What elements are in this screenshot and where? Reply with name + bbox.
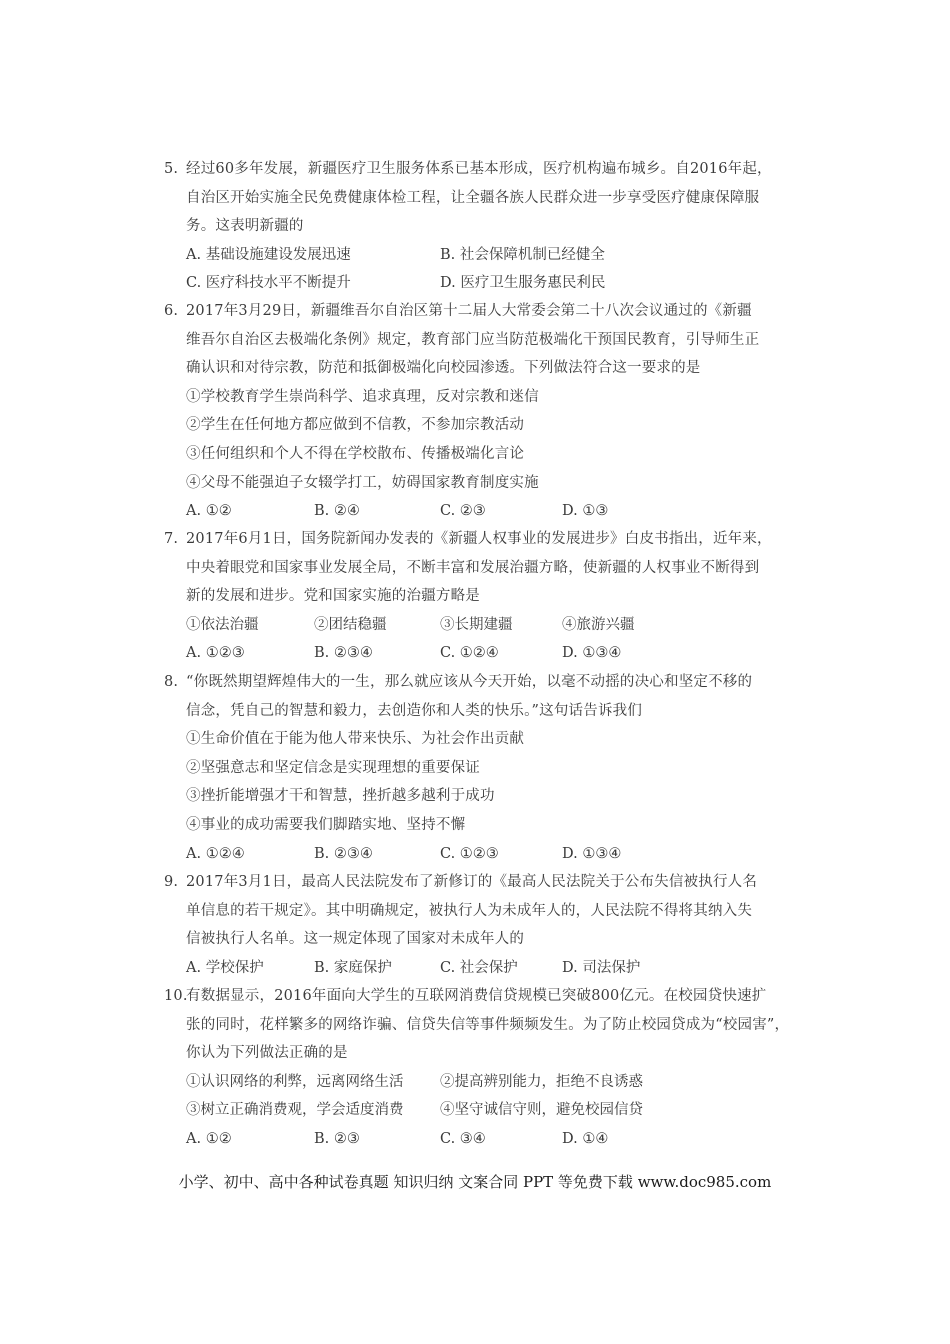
- question-stem-line: 新的发展和进步。党和国家实施的治疆方略是: [186, 588, 480, 605]
- option-row: [164, 241, 774, 270]
- question-stem-line: 10.有数据显示，2016年面向大学生的互联网消费信贷规模已突破800亿元。在校园贷快速扩: [164, 982, 774, 1011]
- option-a: A. ①②: [186, 1130, 232, 1147]
- statement-item: ④事业的成功需要我们脚踏实地、坚持不懈: [186, 816, 466, 833]
- question-number: 10.: [164, 988, 188, 1004]
- statement-row: [164, 611, 774, 640]
- question-stem-line: 务。这表明新疆的: [186, 218, 304, 235]
- statement-row: [164, 1068, 774, 1097]
- question-stem-line: 单信息的若干规定》。其中明确规定，被执行人为未成年人的，人民法院不得将其纳入失: [186, 902, 753, 919]
- statement-item: ③树立正确消费观，学会适度消费: [186, 1102, 404, 1119]
- question-number: 5.: [164, 161, 179, 177]
- option-row: [164, 639, 774, 668]
- question-stem-line: 7. 2017年6月1日，国务院新闻办发表的《新疆人权事业的发展进步》白皮书指出，近年来，: [164, 525, 774, 554]
- question-stem-line: 信被执行人名单。这一规定体现了国家对未成年人的: [186, 931, 525, 948]
- option-d: D. 医疗卫生服务惠民利民: [440, 275, 606, 292]
- question-stem-line: 9. 2017年3月1日，最高人民法院发布了新修订的《最高人民法院关于公布失信被执行人名: [164, 868, 774, 897]
- option-c: C. ③④: [440, 1130, 486, 1147]
- option-b: B. 家庭保护: [314, 959, 392, 976]
- option-c: C. ①②③: [440, 845, 499, 862]
- option-c: C. 医疗科技水平不断提升: [186, 275, 351, 292]
- statement-item: ①生命价值在于能为他人带来快乐、为社会作出贡献: [186, 731, 525, 748]
- question-stem-line: 8. “你既然期望辉煌伟大的一生，那么就应该从今天开始，以毫不动摇的决心和坚定不移的: [164, 668, 774, 697]
- option-b: B. ②③: [314, 1130, 360, 1147]
- statement-item: ②学生在任何地方都应做到不信教，不参加宗教活动: [186, 417, 525, 434]
- question-6: [164, 297, 774, 526]
- question-stem-line: 自治区开始实施全民免费健康体检工程，让全疆各族人民群众进一步享受医疗健康保障服: [186, 189, 760, 206]
- question-8: [164, 668, 774, 868]
- option-a: A. 学校保护: [186, 959, 264, 976]
- footer-banner: 小学、初中、高中各种试卷真题 知识归纳 文案合同 PPT 等免费下载 www.doc985.com: [178, 1173, 772, 1191]
- option-d: D. ①③④: [562, 845, 622, 862]
- question-number: 6.: [164, 303, 179, 319]
- option-row: [164, 954, 774, 983]
- option-a: A. 基础设施建设发展迅速: [186, 246, 351, 263]
- statement-item: ③挫折能增强才干和智慧，挫折越多越利于成功: [186, 788, 495, 805]
- question-stem-line: 张的同时，花样繁多的网络诈骗、信贷失信等事件频频发生。为了防止校园贷成为“校园害”，: [186, 1016, 790, 1033]
- option-c: C. ①②④: [440, 645, 499, 662]
- question-stem-line: 5. 经过60多年发展，新疆医疗卫生服务体系已基本形成，医疗机构遍布城乡。自2016年起，: [164, 155, 774, 184]
- question-10: [164, 982, 790, 1154]
- option-row: [164, 1125, 774, 1154]
- question-stem-line: 中央着眼党和国家事业发展全局，不断丰富和发展治疆方略，使新疆的人权事业不断得到: [186, 559, 760, 576]
- option-d: D. 司法保护: [562, 959, 641, 976]
- question-number: 7.: [164, 531, 179, 547]
- option-c: C. ②③: [440, 503, 486, 520]
- option-a: A. ①②③: [186, 645, 245, 662]
- statement-row: [164, 1096, 774, 1125]
- option-row: [164, 269, 774, 298]
- question-stem-line: 6. 2017年3月29日，新疆维吾尔自治区第十二届人大常委会第二十八次会议通过的《新疆: [164, 297, 774, 326]
- option-a: A. ①②: [186, 503, 232, 520]
- statement-item: ②坚强意志和坚定信念是实现理想的重要保证: [186, 759, 480, 776]
- option-c: C. 社会保护: [440, 959, 518, 976]
- question-stem-line: 你认为下列做法正确的是: [186, 1045, 348, 1062]
- statement-item: ④父母不能强迫子女辍学打工，妨碍国家教育制度实施: [186, 474, 539, 491]
- option-b: B. ②④: [314, 503, 360, 520]
- statement-item: ②提高辨别能力，拒绝不良诱惑: [440, 1073, 643, 1090]
- option-b: B. ②③④: [314, 845, 373, 862]
- option-d: D. ①④: [562, 1130, 609, 1147]
- question-9: [164, 868, 774, 982]
- statement-item: ④旅游兴疆: [562, 616, 635, 633]
- question-7: [164, 525, 774, 668]
- option-b: B. ②③④: [314, 645, 373, 662]
- question-stem-line: 维吾尔自治区去极端化条例》规定，教育部门应当防范极端化干预国民教育，引导师生正: [186, 331, 760, 348]
- statement-item: ④坚守诚信守则，避免校园信贷: [440, 1102, 643, 1119]
- question-number: 8.: [164, 674, 179, 690]
- statement-item: ①认识网络的利弊，远离网络生活: [186, 1073, 404, 1090]
- option-d: D. ①③④: [562, 645, 622, 662]
- question-stem-line: 信念，凭自己的智慧和毅力，去创造你和人类的快乐。”这句话告诉我们: [186, 702, 643, 719]
- statement-item: ①依法治疆: [186, 616, 259, 633]
- option-b: B. 社会保障机制已经健全: [440, 246, 605, 263]
- statement-item: ②团结稳疆: [314, 616, 387, 633]
- statement-item: ①学校教育学生崇尚科学、追求真理，反对宗教和迷信: [186, 388, 539, 405]
- option-a: A. ①②④: [186, 845, 245, 862]
- question-number: 9.: [164, 874, 179, 890]
- question-5: [164, 155, 774, 298]
- statement-item: ③长期建疆: [440, 616, 513, 633]
- option-d: D. ①③: [562, 503, 609, 520]
- question-stem-line: 确认识和对待宗教，防范和抵御极端化向校园渗透。下列做法符合这一要求的是: [186, 360, 701, 377]
- statement-item: ③任何组织和个人不得在学校散布、传播极端化言论: [186, 445, 525, 462]
- option-row: [164, 497, 774, 526]
- option-row: [164, 840, 774, 869]
